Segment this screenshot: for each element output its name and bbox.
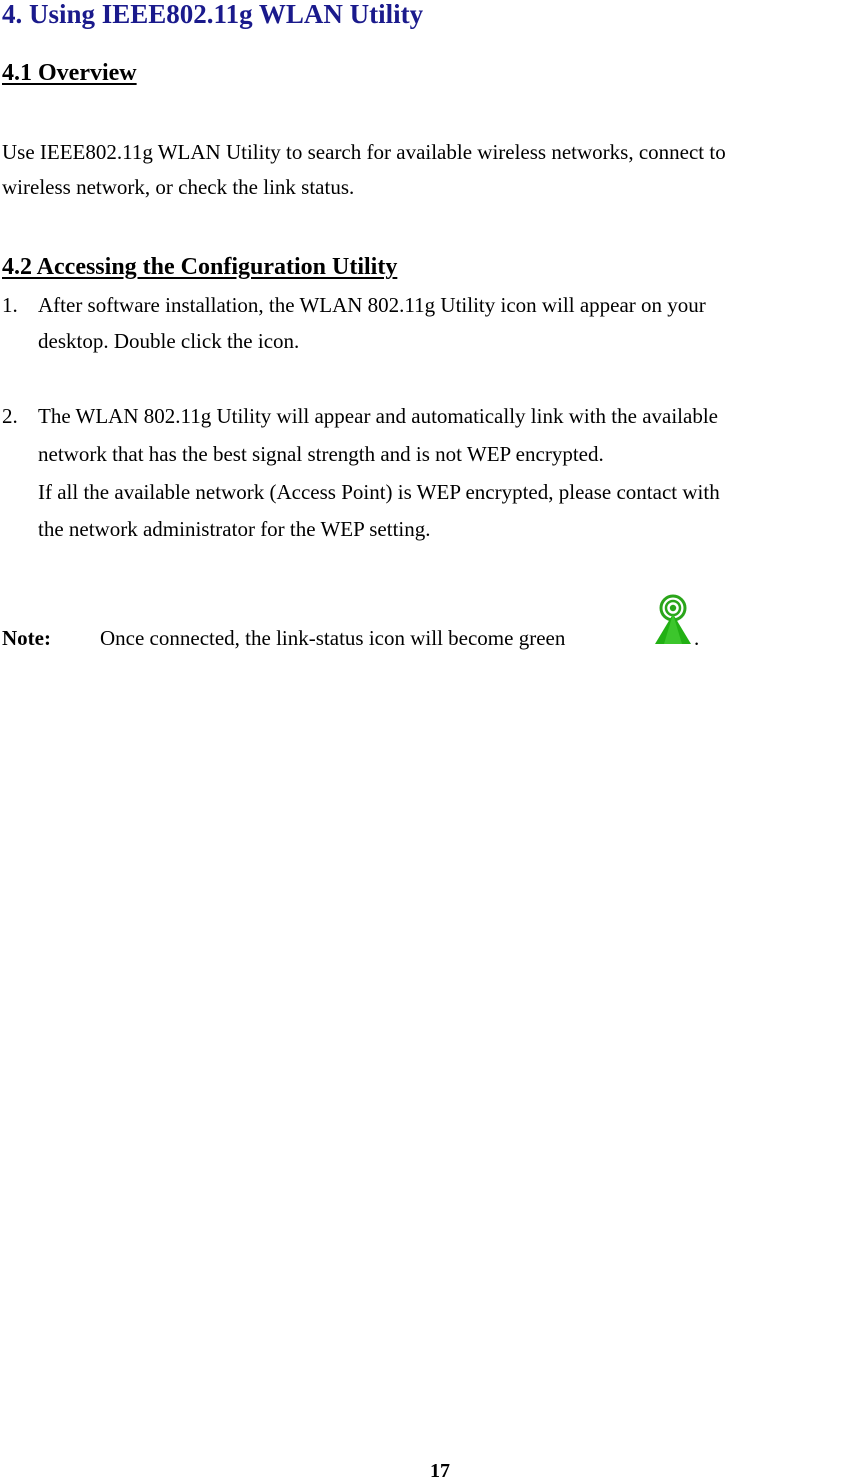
list-item-2-line-4: the network administrator for the WEP setting. (38, 517, 431, 541)
page-number: 17 (430, 1460, 450, 1482)
list-item-1-line-2: desktop. Double click the icon. (38, 329, 300, 353)
overview-line-2: wireless network, or check the link status. (2, 175, 355, 199)
list-item-number-1: 1. (2, 293, 18, 317)
section-heading-accessing: 4.2 Accessing the Configuration Utility (2, 254, 398, 280)
list-item-2-line-1: The WLAN 802.11g Utility will appear and automatically link with the available (38, 404, 718, 428)
note-period: . (694, 626, 700, 650)
section-heading-overview: 4.1 Overview (2, 60, 137, 86)
list-item-1-line-1: After software installation, the WLAN 802.11g Utility icon will appear on your (38, 293, 706, 317)
list-item-2-line-3: If all the available network (Access Point) is WEP encrypted, please contact with (38, 480, 720, 504)
overview-line-1: Use IEEE802.11g WLAN Utility to search for available wireless networks, connect to (2, 140, 726, 164)
note-text: Once connected, the link-status icon will become green (100, 626, 566, 650)
list-item-2-line-2: network that has the best signal strength and is not WEP encrypted. (38, 442, 604, 466)
note-label: Note: (2, 626, 51, 650)
list-item-number-2: 2. (2, 404, 18, 428)
page-title: 4. Using IEEE802.11g WLAN Utility (2, 0, 424, 29)
link-status-green-icon (652, 594, 694, 646)
